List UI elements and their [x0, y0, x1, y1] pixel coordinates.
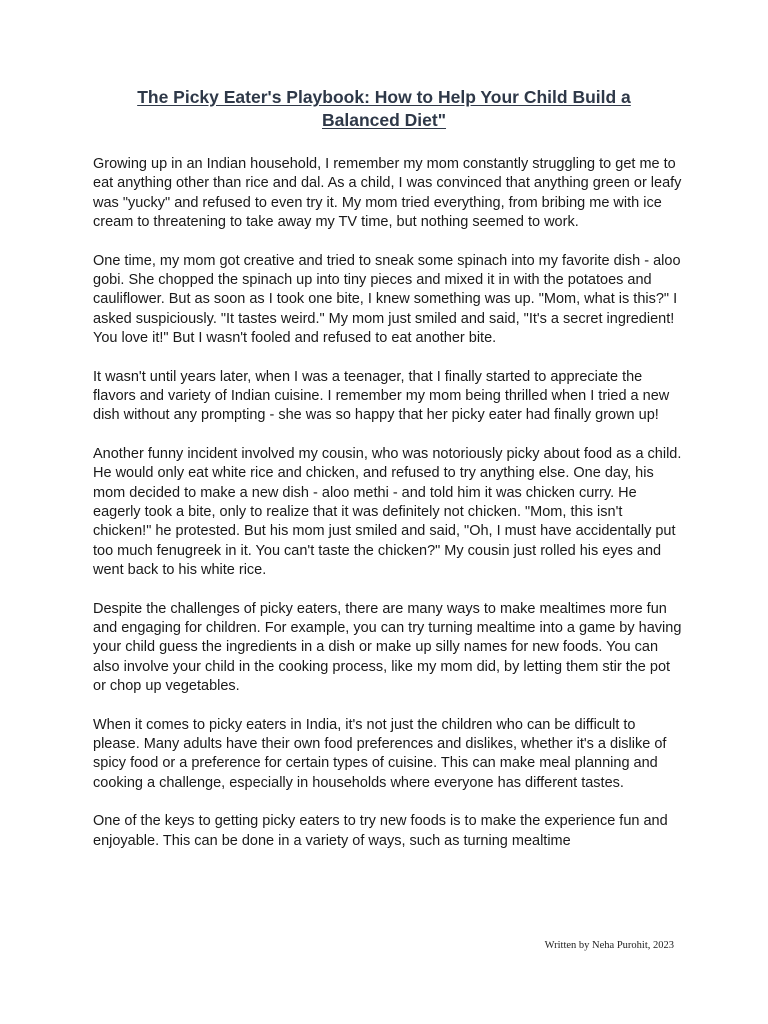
- document-body: [93, 155, 683, 870]
- body-paragraph-3: It wasn't until years later, when I was a teenager, that I finally started to appreciate the flavors and variety of Indian cuisine. I remember my mom being thrilled when I tried a new dish without any prompting - she was so happy that her picky eater had finally grown up!: [93, 368, 670, 424]
- document-title: The Picky Eater's Playbook: How to Help Your Child Build a Balanced Diet": [137, 87, 631, 130]
- body-paragraph-4: Another funny incident involved my cousin, who was notoriously picky about food as a child. He would only eat white rice and chicken, and refused to try anything else. One day, his mom decided to make a new dish - aloo methi - and told him it was chicken curry. He eagerly took a bite, only to realize that it was definitely not chicken. "Mom, this isn't chicken!" he protested. But his mom just smiled and said, "Oh, I must have accidentally put too much fenugreek in it. You can't taste the chicken?" My cousin just rolled his eyes and went back to his white rice.: [93, 446, 682, 578]
- body-paragraph-5: Despite the challenges of picky eaters, there are many ways to make mealtimes more fun and engaging for children. For example, you can try turning mealtime into a game by having your child guess the ingredients in a dish or make up silly names for new foods. You can also involve your child in the cooking process, like my mom did, by letting them stir the pot or chop up vegetables.: [93, 600, 682, 694]
- author-footer: Written by Neha Purohit, 2023: [544, 940, 674, 951]
- body-paragraph-7: One of the keys to getting picky eaters to try new foods is to make the experience fun and enjoyable. This can be done in a variety of ways, such as turning mealtime: [93, 813, 668, 849]
- body-paragraph-1: Growing up in an Indian household, I remember my mom constantly struggling to get me to eat anything other than rice and dal. As a child, I was convinced that anything green or leafy was "yucky" and refused to even try it. My mom tried everything, from bribing me with ice cream to threatening to take away my TV time, but nothing seemed to work.: [93, 156, 682, 230]
- body-paragraph-2: One time, my mom got creative and tried to sneak some spinach into my favorite dish - aloo gobi. She chopped the spinach up into tiny pieces and mixed it in with the potatoes and cauliflower. But as soon as I took one bite, I knew something was up. "Mom, what is this?" I asked suspiciously. "It tastes weird." My mom just smiled and said, "It's a secret ingredient! You love it!" But I wasn't fooled and refused to eat another bite.: [93, 252, 681, 346]
- body-paragraph-6: When it comes to picky eaters in India, it's not just the children who can be difficult to please. Many adults have their own food preferences and dislikes, whether it's a dislike of spicy food or a preference for certain types of cuisine. This can make meal planning and cooking a challenge, especially in households where everyone has different tastes.: [93, 716, 667, 791]
